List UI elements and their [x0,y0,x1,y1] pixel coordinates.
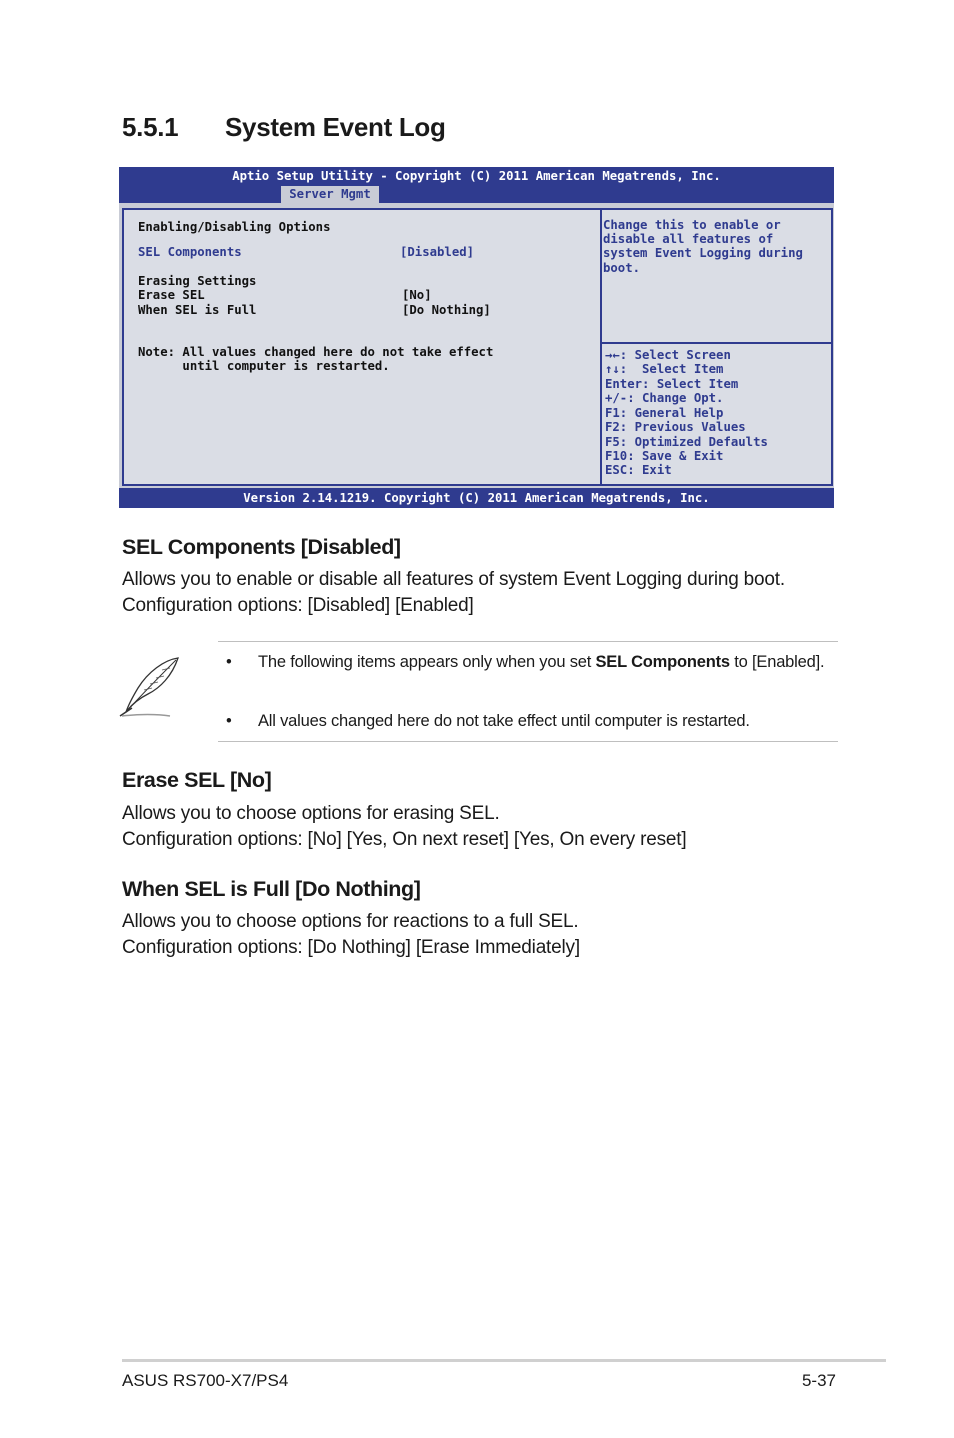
note-text: to [Enabled]. [729,653,825,671]
sel-components-heading: SEL Components [Disabled] [122,535,401,559]
key-enter: Enter: Select Item [605,377,739,391]
note-box [218,641,838,742]
help-line: system Event Logging during [603,246,803,260]
bios-help-panel [600,208,833,486]
bios-note-line2: until computer is restarted. [138,359,390,373]
sel-components-desc: Allows you to enable or disable all features of system Event Logging during boot. [122,569,785,590]
sel-components-label[interactable]: SEL Components [138,245,242,259]
footer-page-number: 5-37 [801,1371,836,1390]
bios-main-panel [122,208,602,486]
erase-sel-heading: Erase SEL [No] [122,768,272,792]
note-item [218,710,838,733]
key-select-screen: →←: Select Screen [605,348,731,362]
help-line: Change this to enable or [603,218,781,232]
when-full-label[interactable]: When SEL is Full [138,303,257,317]
note-bold-term: SEL Components [595,653,730,671]
footer-rule [122,1359,886,1362]
sel-components-options: Configuration options: [Disabled] [Enabled] [122,595,474,616]
bullet: • [226,712,232,730]
key-f5: F5: Optimized Defaults [605,435,768,449]
note-item [218,651,838,674]
erase-sel-options: Configuration options: [No] [Yes, On next reset] [Yes, On every reset] [122,829,687,850]
section-number: 5.5.1 [122,112,179,142]
when-full-value[interactable]: [Do Nothing] [402,303,491,317]
bios-footer-bar: Version 2.14.1219. Copyright (C) 2011 American Megatrends, Inc. [119,488,834,508]
key-f1: F1: General Help [605,406,724,420]
feather-pen-icon [118,654,184,720]
note-text: The following items appears only when you set [258,653,596,671]
key-select-item: ↑↓: Select Item [605,362,724,376]
key-change-opt: +/-: Change Opt. [605,391,724,405]
section-name: System Event Log [225,112,446,142]
help-line: boot. [603,261,641,275]
key-f10: F10: Save & Exit [605,449,724,463]
bullet: • [226,653,232,671]
bios-header-bar [119,167,834,203]
erase-sel-label[interactable]: Erase SEL [138,288,205,302]
tab-server-mgmt[interactable]: Server Mgmt [281,186,379,203]
when-full-desc: Allows you to choose options for reactions to a full SEL. [122,911,579,932]
when-full-options: Configuration options: [Do Nothing] [Erase Immediately] [122,937,580,958]
bios-heading-enabling: Enabling/Disabling Options [138,220,331,234]
bios-heading-erasing: Erasing Settings [138,274,257,288]
help-divider [602,342,831,344]
footer-product: ASUS RS700-X7/PS4 [122,1371,289,1390]
help-line: disable all features of [603,232,774,246]
bios-note-line1: Note: All values changed here do not take effect [138,345,494,359]
erase-sel-desc: Allows you to choose options for erasing SEL. [122,803,500,824]
erase-sel-value[interactable]: [No] [402,288,432,302]
key-f2: F2: Previous Values [605,420,746,434]
key-esc: ESC: Exit [605,463,672,477]
note-text: All values changed here do not take effect until computer is restarted. [258,712,750,730]
bios-screenshot [119,167,834,508]
when-full-heading: When SEL is Full [Do Nothing] [122,877,421,901]
sel-components-value[interactable]: [Disabled] [400,245,475,259]
bios-header-title: Aptio Setup Utility - Copyright (C) 2011 American Megatrends, Inc. [232,169,721,183]
section-title [122,112,446,143]
